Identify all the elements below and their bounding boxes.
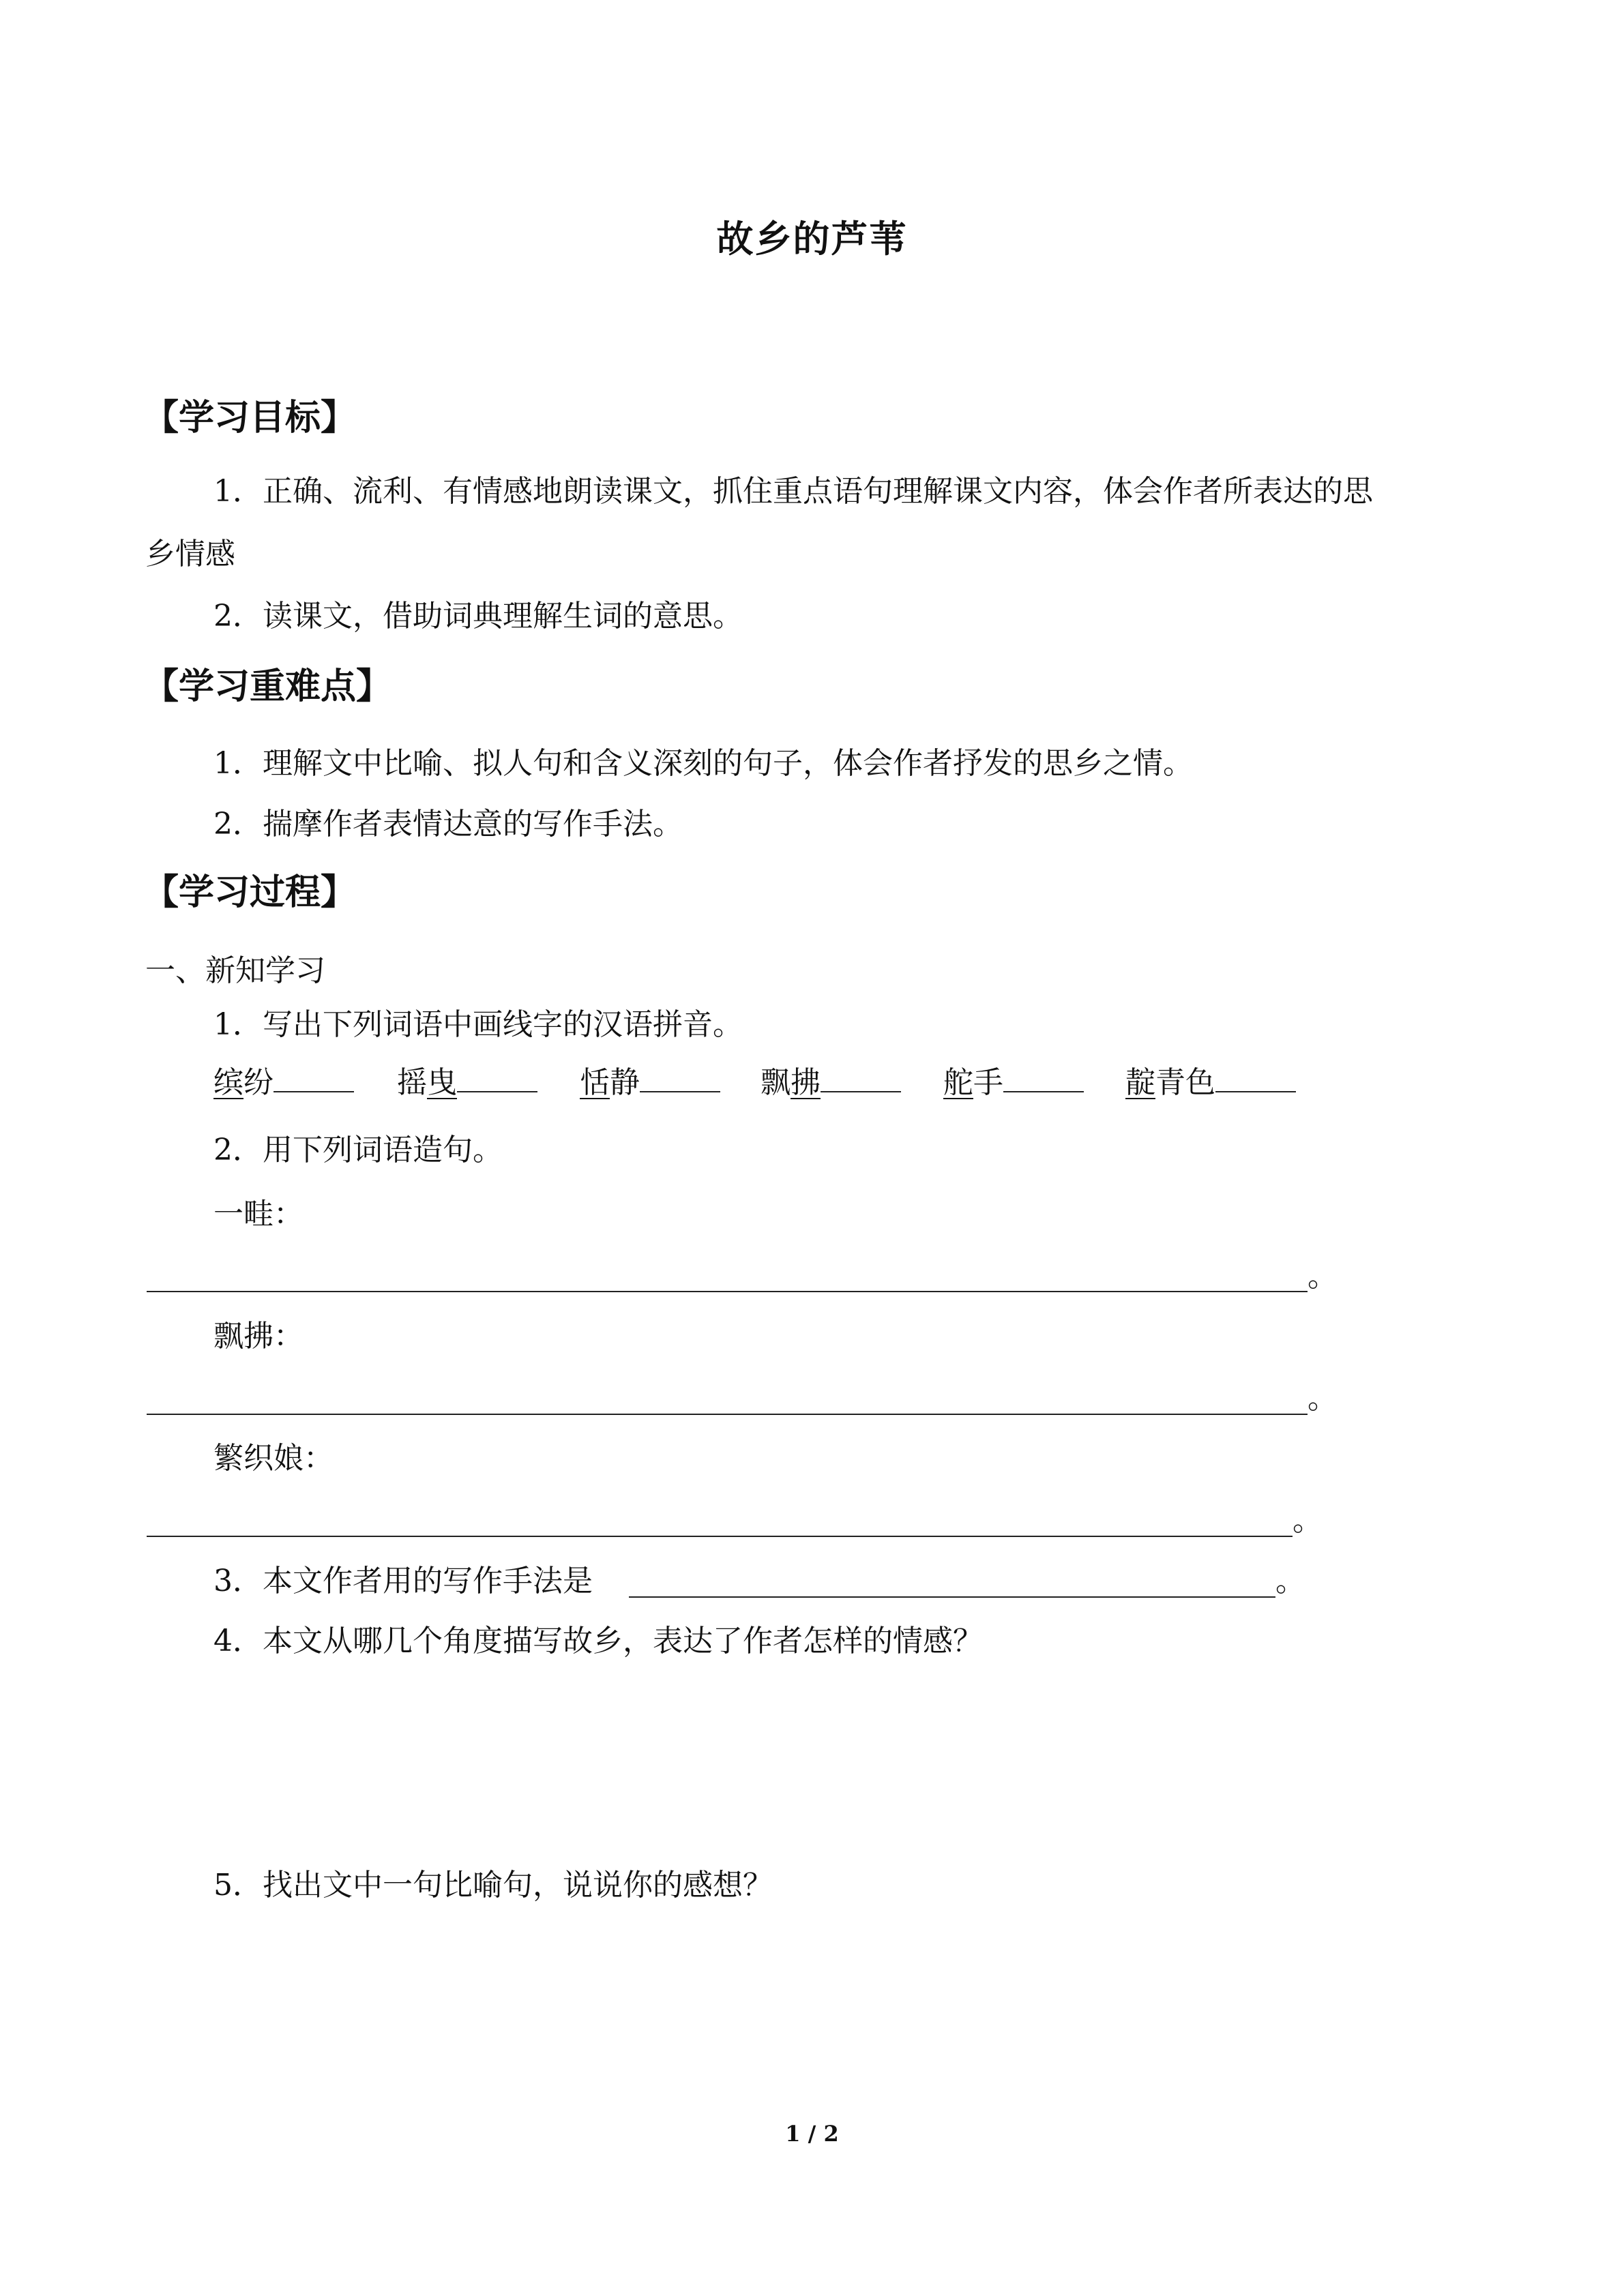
answer-area-q4[interactable] <box>213 1671 1475 1841</box>
pinyin-item-6: 靛青色 <box>1125 1064 1296 1101</box>
question-5: 5．找出文中一句比喻句，说说你的感想？ <box>213 1868 773 1903</box>
period-1: 。 <box>1308 1259 1338 1294</box>
question-2: 2．用下列词语造句。 <box>213 1133 503 1167</box>
part-heading-new-knowledge: 一、新知学习 <box>145 953 325 988</box>
goal-item-1-line-2: 乡情感 <box>145 537 235 571</box>
pinyin-item-1: 缤纷 <box>213 1064 354 1101</box>
pinyin-blank[interactable] <box>1215 1064 1296 1092</box>
sentence-label-3: 繁织娘： <box>213 1441 334 1476</box>
goal-item-1-line-1: 1．正确、流利、有情感地朗读课文，抓住重点语句理解课文内容，体会作者所表达的思 <box>213 474 1373 509</box>
pinyin-item-2: 摇曳 <box>397 1064 537 1101</box>
pinyin-blank[interactable] <box>1003 1064 1084 1092</box>
pinyin-blank[interactable] <box>821 1064 901 1092</box>
section-heading-goals: 【学习目标】 <box>143 398 357 438</box>
answer-area-q5[interactable] <box>213 1916 1475 2087</box>
answer-line-q3[interactable] <box>629 1596 1275 1598</box>
key-point-item-1: 1．理解文中比喻、拟人句和含义深刻的句子，体会作者抒发的思乡之情。 <box>213 746 1193 781</box>
sentence-label-1: 一畦： <box>213 1197 304 1232</box>
pinyin-item-4: 飘拂 <box>761 1064 901 1101</box>
section-heading-process: 【学习过程】 <box>143 872 357 913</box>
underlined-char: 曳 <box>427 1065 457 1100</box>
period-2: 。 <box>1308 1381 1338 1416</box>
page-number: 1 / 2 <box>785 2121 839 2147</box>
question-4: 4．本文从哪几个角度描写故乡，表达了作者怎样的情感？ <box>213 1624 983 1658</box>
pinyin-item-3: 恬静 <box>580 1064 720 1101</box>
pinyin-blank[interactable] <box>640 1064 720 1092</box>
pinyin-blank[interactable] <box>457 1064 537 1092</box>
sentence-label-2: 飘拂： <box>213 1319 304 1354</box>
underlined-char: 恬 <box>580 1065 610 1100</box>
question-3: 3．本文作者用的写作手法是 <box>213 1564 593 1598</box>
underlined-char: 舵 <box>943 1065 973 1100</box>
key-point-item-2: 2．揣摩作者表情达意的写作手法。 <box>213 807 683 841</box>
answer-line-2[interactable] <box>147 1414 1308 1415</box>
answer-line-3[interactable] <box>147 1536 1293 1537</box>
period-3: 。 <box>1293 1503 1323 1538</box>
page-title: 故乡的芦苇 <box>716 217 908 260</box>
pinyin-item-5: 舵手 <box>943 1064 1084 1101</box>
question-1: 1．写出下列词语中画线字的汉语拼音。 <box>213 1007 743 1042</box>
underlined-char: 拂 <box>791 1065 821 1100</box>
answer-line-1[interactable] <box>147 1291 1308 1292</box>
section-heading-key-points: 【学习重难点】 <box>143 666 392 707</box>
goal-item-2: 2．读课文，借助词典理解生词的意思。 <box>213 599 743 633</box>
pinyin-blank[interactable] <box>274 1064 354 1092</box>
period-q3: 。 <box>1275 1564 1305 1598</box>
underlined-char: 缤 <box>213 1065 243 1100</box>
underlined-char: 靛 <box>1125 1065 1155 1100</box>
